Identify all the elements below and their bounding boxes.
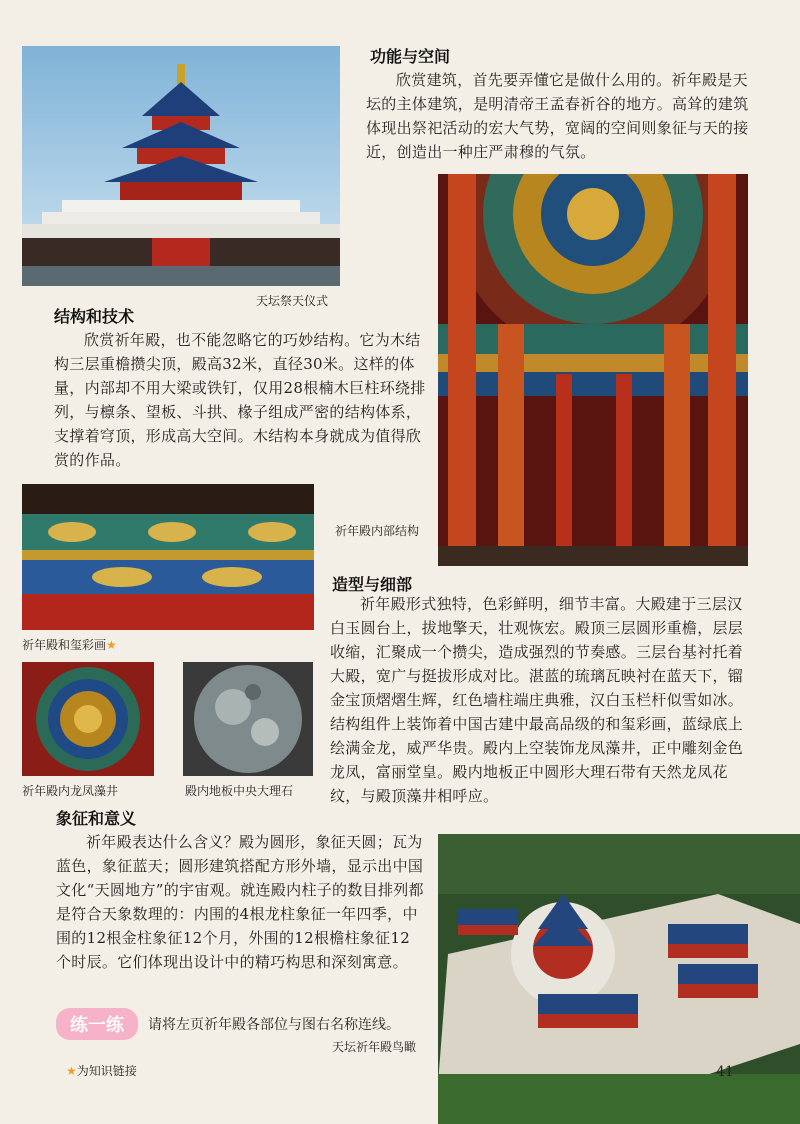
symbol-text: 祈年殿表达什么含义？殿为圆形，象征天圆；瓦为蓝色，象征蓝天；圆形建筑搭配方形外墙，显示出中国文化“天圆地方”的宇宙观。就连殿内柱子的数目排列都是符合天象数理的：内围的4根龙柱象征一年四季，中围的12根金柱象征12个月，外围的12根檐柱象征12个时辰。它们体现出设计中的精巧构思和深刻寓意。: [56, 833, 424, 971]
exercise-text: 请将左页祈年殿各部位与图右名称连线。: [148, 1017, 400, 1033]
structure-text: 欣赏祈年殿，也不能忽略它的巧妙结构。它为木结构三层重檐攒尖顶，殿高32米，直径30米。这样的体量，内部却不用大梁或铁钉，仅用28根楠木巨柱环绕排列，与檩条、望板、斗拱、椽子组成严密的结构体系，支撑着穹顶，形成高大空间。木结构本身就成为值得欣赏的作品。: [54, 331, 426, 469]
symbol-heading: 象征和意义: [56, 809, 137, 828]
star-icon: ★: [106, 638, 117, 652]
ceremony-photo: [22, 46, 340, 286]
marble-caption: 殿内地板中央大理石: [185, 784, 294, 798]
footnote: [66, 1062, 137, 1079]
marble-photo: [183, 662, 313, 776]
function-heading: 功能与空间: [370, 47, 451, 66]
aerial-caption: 天坛祈年殿鸟瞰: [332, 1040, 417, 1054]
caisson-photo: [22, 662, 154, 776]
caisson-caption: 祈年殿内龙凤藻井: [22, 784, 119, 798]
interior-photo: [438, 174, 748, 566]
function-text: 欣赏建筑，首先要弄懂它是做什么用的。祈年殿是天坛的主体建筑，是明清帝王孟春祈谷的地方。高耸的建筑体现出祭祀活动的宏大气势，宽阔的空间则象征与天的接近，创造出一种庄严肃穆的气氛。: [366, 71, 749, 161]
ceremony-caption: 天坛祭天仪式: [256, 294, 329, 308]
interior-caption: 祈年殿内部结构: [335, 524, 420, 538]
structure-heading: 结构和技术: [54, 307, 135, 326]
footnote-text: 为知识链接: [76, 1064, 137, 1078]
footnote-star-icon: ★: [66, 1064, 77, 1078]
form-heading: 造型与细部: [332, 575, 413, 594]
exercise-badge: 练一练: [56, 1008, 138, 1040]
aerial-photo: [438, 834, 800, 1124]
exercise-row: [56, 1008, 400, 1040]
painting-caption: [22, 636, 117, 653]
form-text: 祈年殿形式独特，色彩鲜明，细节丰富。大殿建于三层汉白玉圆台上，拔地擎天，壮观恢宏。殿顶三层圆形重檐，层层收缩，汇聚成一个攒尖，造成强烈的节奏感。三层台基衬托着大殿，宽广与挺拔形成对比。湛蓝的琉璃瓦映衬在蓝天下，镏金宝顶熠熠生辉，红色墙柱端庄典雅，汉白玉栏杆似雪如冰。结构组件上装饰着中国古建中最高品级的和玺彩画，蓝绿底上绘满金龙，威严华贵。殿内上空装饰龙凤藻井，正中雕刻金色龙凤，富丽堂皇。殿内地板正中圆形大理石带有天然龙凤花纹，与殿顶藻井相呼应。: [330, 595, 744, 805]
painting-photo: [22, 484, 314, 630]
painting-caption-text: 祈年殿和玺彩画: [22, 638, 107, 652]
page-number: 41: [716, 1064, 734, 1080]
